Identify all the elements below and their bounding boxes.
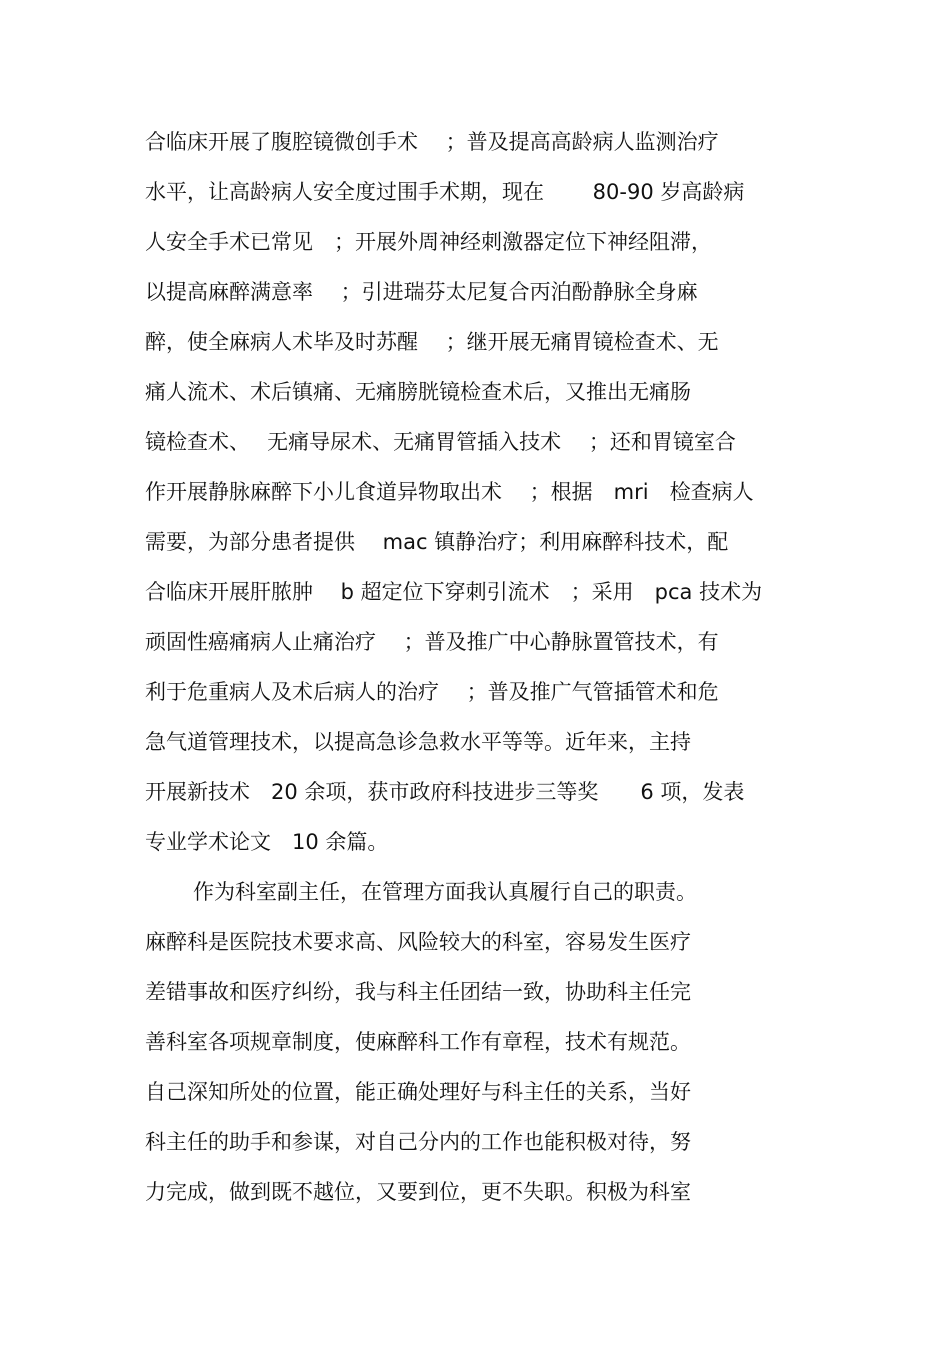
text-line: 开展新技术 20 余项，获市政府科技进步三等奖 6 项，发表 (145, 780, 745, 804)
text-line: 科主任的助手和参谋，对自己分内的工作也能积极对待，努 (145, 1130, 691, 1154)
text-line: 顽固性癌痛病人止痛治疗 ；普及推广中心静脉置管技术，有 (145, 630, 719, 654)
text-line: 利于危重病人及术后病人的治疗 ；普及推广气管插管术和危 (145, 680, 719, 704)
text-line: 力完成，做到既不越位，又要到位，更不失职。积极为科室 (145, 1180, 691, 1204)
text-line: 水平，让高龄病人安全度过围手术期，现在 80-90 岁高龄病 (145, 180, 745, 204)
text-line: 以提高麻醉满意率 ；引进瑞芬太尼复合丙泊酚静脉全身麻 (145, 280, 698, 304)
text-line: 需要，为部分患者提供 mac 镇静治疗；利用麻醉科技术，配 (145, 530, 729, 554)
text-line: 合临床开展了腹腔镜微创手术 ；普及提高高龄病人监测治疗 (145, 130, 719, 154)
text-line: 麻醉科是医院技术要求高、风险较大的科室，容易发生医疗 (145, 930, 691, 954)
text-line: 善科室各项规章制度，使麻醉科工作有章程，技术有规范。 (145, 1030, 691, 1054)
text-line: 作开展静脉麻醉下小儿食道异物取出术 ；根据 mri 检查病人 (145, 480, 754, 504)
text-line: 痛人流术、术后镇痛、无痛膀胱镜检查术后，又推出无痛肠 (145, 380, 691, 404)
body-text (145, 122, 825, 1222)
text-line: 人安全手术已常见 ；开展外周神经刺激器定位下神经阻滞， (145, 230, 712, 254)
text-line: 急气道管理技术，以提高急诊急救水平等等。近年来，主持 (145, 730, 691, 754)
text-line: 专业学术论文 10 余篇。 (145, 830, 389, 854)
text-line: 自己深知所处的位置，能正确处理好与科主任的关系，当好 (145, 1080, 691, 1104)
text-line: 镜检查术、 无痛导尿术、无痛胃管插入技术 ；还和胃镜室合 (145, 430, 736, 454)
text-line: 差错事故和医疗纠纷，我与科主任团结一致，协助科主任完 (145, 980, 691, 1004)
text-line: 合临床开展肝脓肿 b 超定位下穿刺引流术 ；采用 pca 技术为 (145, 580, 763, 604)
paragraph-first-line: 作为科室副主任，在管理方面我认真履行自己的职责。 (193, 880, 697, 904)
text-line: 醉，使全麻病人术毕及时苏醒 ；继开展无痛胃镜检查术、无 (145, 330, 719, 354)
